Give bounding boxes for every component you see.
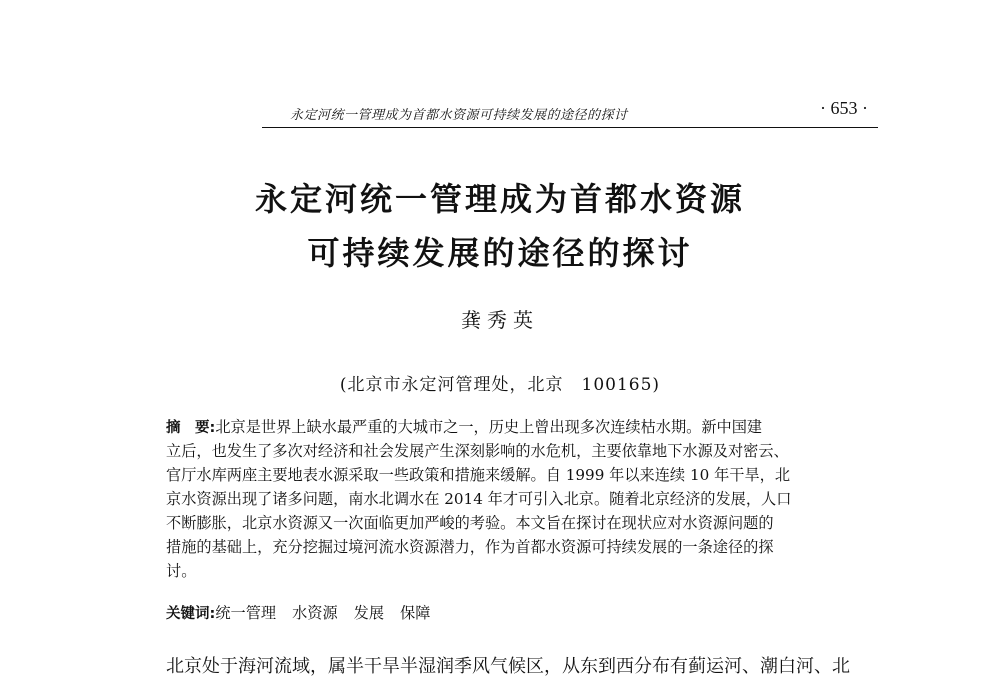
article-title-line-2: 可持续发展的途径的探讨 [307, 234, 693, 272]
running-title: 永定河统一管理成为首都水资源可持续发展的途径的探讨 [290, 108, 628, 123]
abstract-line: 官厅水库两座主要地表水源采取一些政策和措施来缓解。自 1999 年以来连续 10 年干旱，北 [166, 466, 791, 484]
abstract-line: 京水资源出现了诸多问题，南水北调水在 2014 年才可引入北京。随着北京经济的发展，人口 [166, 490, 792, 508]
keywords-label: 关键词: [166, 606, 216, 622]
abstract-line [166, 415, 842, 439]
article-title-line-1: 永定河统一管理成为首都水资源 [254, 180, 745, 218]
abstract-line: 立后，也发生了多次对经济和社会发展产生深刻影响的水危机，主要依靠地下水源及对密云、 [166, 442, 789, 460]
keyword: 统一管理 [215, 604, 277, 622]
keyword: 水资源 [292, 604, 338, 622]
abstract-line: 措施的基础上，充分挖掘过境河流水资源潜力，作为首都水资源可持续发展的一条途径的探 [166, 538, 774, 556]
running-header [262, 100, 878, 128]
author-affiliation: (北京市永定河管理处，北京 100165) [339, 375, 661, 395]
keyword: 发展 [353, 604, 384, 622]
body-text-line: 北京处于海河流域，属半干旱半湿润季风气候区，从东到西分布有蓟运河、潮白河、北 [166, 656, 850, 677]
abstract-line: 讨。 [166, 562, 197, 580]
author-name: 龚秀英 [461, 308, 539, 332]
abstract-text: 北京是世界上缺水最严重的大城市之一，历史上曾出现多次连续枯水期。新中国建 [215, 418, 763, 436]
keyword: 保障 [400, 604, 431, 622]
abstract-line: 不断膨胀，北京水资源又一次面临更加严峻的考验。本文旨在探讨在现状应对水资源问题的 [166, 514, 774, 532]
abstract [166, 415, 842, 583]
keywords [166, 601, 842, 625]
header-rule [262, 127, 878, 128]
page-number: · 653 · [820, 98, 868, 118]
abstract-label: 摘 要: [166, 420, 216, 436]
